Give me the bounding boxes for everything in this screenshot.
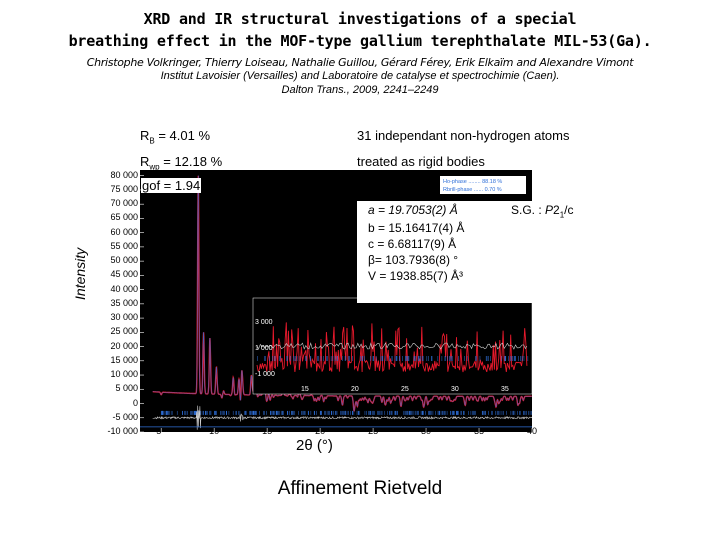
y-tick-label: 55 000 [110, 240, 138, 251]
rb-value: $R_B = 4.01$ % [140, 128, 211, 146]
y-tick-label: 5 000 [115, 383, 138, 394]
y-tick-label: 75 000 [110, 183, 138, 194]
x-tick-label: 20 [315, 426, 326, 436]
cell-a: a = 19.7053(2) Å [368, 203, 458, 217]
inset-x-tick-label: 15 [301, 386, 309, 393]
atoms-note-line-2: treated as rigid bodies [357, 154, 485, 169]
inset-y-tick-label: -1 000 [255, 371, 275, 378]
space-group: S.G. : $P2_1/c$ [511, 203, 574, 220]
y-tick-label: 30 000 [110, 312, 138, 323]
y-tick-label: 80 000 [110, 169, 138, 180]
rwp-value: $R_{wp} = 12.18$ % [140, 154, 223, 172]
atoms-note-line-1: 31 independant non-hydrogen atoms [357, 128, 570, 143]
y-tick-label: 0 [132, 397, 138, 408]
y-tick-label: 50 000 [110, 255, 138, 266]
inset-x-tick-label: 20 [351, 386, 359, 393]
y-tick-label: -10 000 [107, 426, 138, 436]
journal-reference: Dalton Trans., 2009, 2241–2249 [281, 84, 439, 96]
inset-y-tick-label: 1 000 [255, 345, 273, 352]
inset-y-tick-label: 3 000 [255, 319, 273, 326]
y-tick-label: 70 000 [110, 198, 138, 209]
y-tick-label: -5 000 [112, 411, 138, 422]
footer-caption: Affinement Rietveld [277, 478, 443, 499]
y-tick-label: 60 000 [110, 226, 138, 237]
cell-volume: V = 1938.85(7) Å³ [368, 269, 464, 283]
x-tick-label: 25 [368, 426, 379, 436]
y-tick-label: 40 000 [110, 283, 138, 294]
legend-line-2: Rbrill-phase ...... 0.70 % [443, 187, 502, 193]
affiliation: Institut Lavoisier (Versailles) and Laboratoire de catalyse et spectrochimie (Caen). [160, 70, 560, 82]
inset-x-tick-label: 30 [451, 386, 459, 393]
x-tick-label: 15 [262, 426, 273, 436]
inset-x-tick-label: 25 [401, 386, 409, 393]
x-tick-label: 5 [156, 426, 162, 436]
x-tick-label: 10 [209, 426, 220, 436]
y-axis-label: Intensity [72, 247, 88, 300]
cell-b: b = 15.16417(4) Å [368, 221, 465, 235]
cell-c: c = 6.68117(9) Å [368, 237, 457, 251]
y-tick-label: 10 000 [110, 369, 138, 380]
gof-value: gof = 1.94 [142, 178, 201, 193]
x-tick-label: 30 [421, 426, 432, 436]
x-axis-label: 2θ (°) [296, 437, 333, 454]
cell-parameters [357, 201, 574, 303]
legend-line-1: Ho-phase ........ 88.18 % [443, 179, 503, 185]
y-tick-label: 15 000 [110, 354, 138, 365]
title-line-2: breathing effect in the MOF-type gallium terephthalate MIL-53(Ga). [68, 32, 652, 50]
y-tick-label: 35 000 [110, 297, 138, 308]
inset-x-tick-label: 35 [501, 386, 509, 393]
cell-beta: β= 103.7936(8) ° [368, 253, 459, 267]
x-tick-label: 40 [527, 426, 538, 436]
x-tick-label: 35 [474, 426, 485, 436]
authors: Christophe Volkringer, Thierry Loiseau, Nathalie Guillou, Gérard Férey, Erik Elkaïm and Alexandre Vimont [86, 56, 634, 69]
y-tick-label: 25 000 [110, 326, 138, 337]
y-tick-label: 20 000 [110, 340, 138, 351]
y-tick-label: 65 000 [110, 212, 138, 223]
y-tick-label: 45 000 [110, 269, 138, 280]
title-line-1: XRD and IR structural investigations of a special [143, 10, 577, 28]
